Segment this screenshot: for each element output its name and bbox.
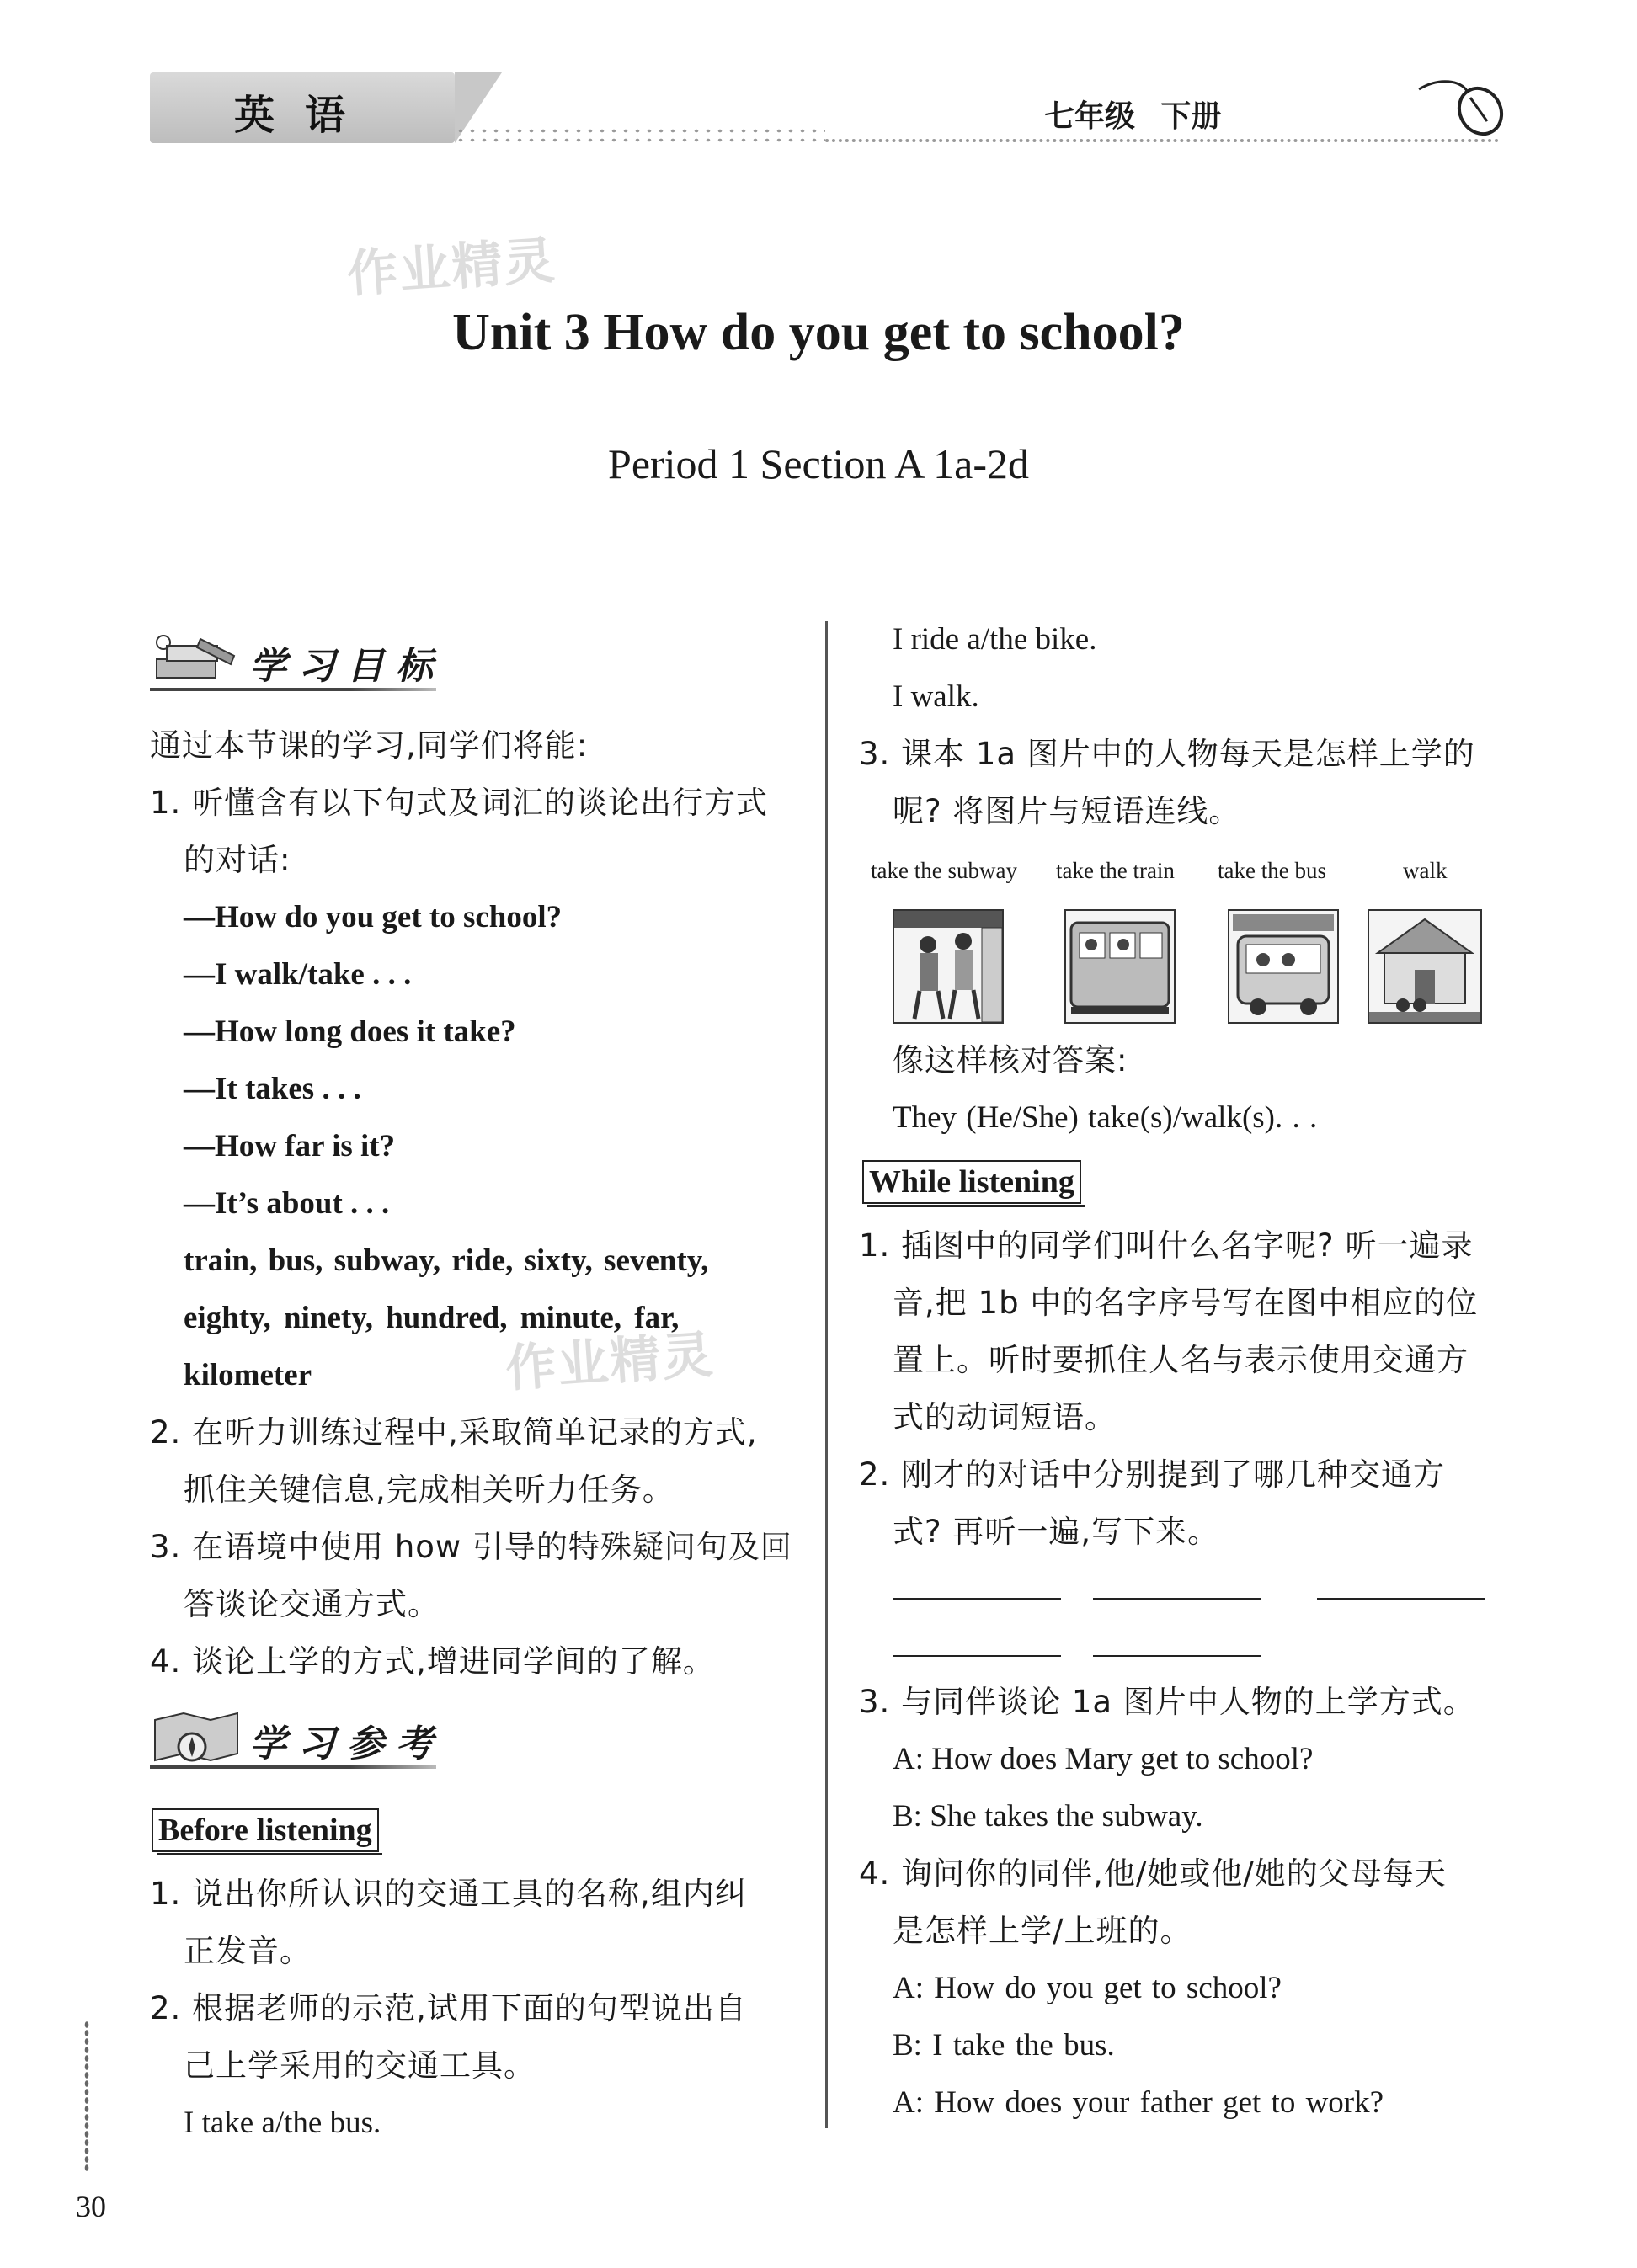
- period-subtitle: Period 1 Section A 1a-2d: [608, 440, 1029, 487]
- goal-1-line-2: 的对话:: [184, 842, 291, 878]
- while-4-line-1: 4. 询问你的同伴,他/她或他/她的父母每天: [859, 1855, 1447, 1892]
- before-1-line-1: 1. 说出你所认识的交通工具的名称,组内纠: [150, 1876, 747, 1912]
- watermark-middle: 作业精灵: [504, 1325, 717, 1399]
- reference-heading: [150, 1705, 453, 1772]
- pattern-line: —It takes . . .: [184, 1072, 361, 1106]
- picture-train: [1064, 909, 1176, 1024]
- pattern-line: —I walk/take . . .: [184, 957, 412, 992]
- before-3-line-2: 呢? 将图片与短语连线。: [893, 793, 1241, 829]
- header-rule: [825, 139, 1499, 142]
- page-number: 30: [76, 2190, 106, 2223]
- while-4-dialog-a1: A: How do you get to school?: [893, 1971, 1282, 2005]
- pattern-line: —How long does it take?: [184, 1014, 516, 1049]
- before-2-example-3: I walk.: [893, 679, 979, 714]
- pattern-line: —How do you get to school?: [184, 900, 563, 934]
- goal-2-line-1: 2. 在听力训练过程中,采取简单记录的方式,: [150, 1414, 758, 1451]
- answer-blank[interactable]: [1317, 1598, 1485, 1600]
- picture-bus: [1228, 909, 1339, 1024]
- while-3-dialog-a: A: How does Mary get to school?: [893, 1742, 1314, 1776]
- watermark-top: 作业精灵: [345, 231, 558, 305]
- unit-title: Unit 3 How do you get to school?: [452, 304, 1185, 361]
- goal-3-line-1: 3. 在语境中使用 how 引导的特殊疑问句及回: [150, 1529, 792, 1565]
- before-2-example-2: I ride a/the bike.: [893, 622, 1097, 657]
- while-2-line-2: 式? 再听一遍,写下来。: [893, 1514, 1220, 1550]
- caption-train: take the train: [1056, 858, 1175, 883]
- goals-heading-rule: [150, 688, 436, 691]
- caption-walk: walk: [1403, 858, 1448, 883]
- pattern-line: —It’s about . . .: [184, 1186, 390, 1221]
- caption-subway: take the subway: [871, 858, 1017, 883]
- before-1-line-2: 正发音。: [184, 1933, 312, 1969]
- while-4-dialog-a2: A: How does your father get to work?: [893, 2085, 1384, 2120]
- pattern-line: —How far is it?: [184, 1129, 396, 1163]
- subject-label: 英语: [234, 92, 376, 139]
- goal-3-line-2: 答谈论交通方式。: [184, 1586, 440, 1622]
- before-listening-label: Before listening: [152, 1808, 379, 1852]
- vocab-line-2: eighty, ninety, hundred, minute, far,: [184, 1301, 680, 1335]
- vocab-line-1: train, bus, subway, ride, sixty, seventy,: [184, 1243, 709, 1278]
- while-3: 3. 与同伴谈论 1a 图片中人物的上学方式。: [859, 1684, 1475, 1720]
- while-listening-label: While listening: [862, 1160, 1081, 1204]
- goal-2-line-2: 抓住关键信息,完成相关听力任务。: [184, 1472, 675, 1508]
- header-dots: [455, 126, 825, 145]
- check-instruction: 像这样核对答案:: [893, 1042, 1128, 1078]
- while-1-line-4: 式的动词短语。: [893, 1399, 1117, 1435]
- books-icon: [150, 631, 243, 689]
- goals-heading-text: 学习目标: [249, 645, 445, 688]
- reference-heading-text: 学习参考: [249, 1722, 445, 1765]
- goal-4: 4. 谈论上学的方式,增进同学间的了解。: [150, 1643, 715, 1680]
- vocab-line-3: kilometer: [184, 1358, 312, 1392]
- while-2-line-1: 2. 刚才的对话中分别提到了哪几种交通方: [859, 1456, 1446, 1493]
- answer-blank[interactable]: [1093, 1598, 1261, 1600]
- before-3-line-1: 3. 课本 1a 图片中的人物每天是怎样上学的: [859, 736, 1475, 772]
- while-1-line-3: 置上。听时要抓住人名与表示使用交通方: [893, 1342, 1469, 1378]
- while-1-line-2: 音,把 1b 中的名字序号写在图中相应的位: [893, 1285, 1479, 1321]
- while-4-line-2: 是怎样上学/上班的。: [893, 1913, 1192, 1949]
- grade-label: 七年级 下册: [1044, 99, 1222, 134]
- reference-heading-rule: [150, 1765, 436, 1769]
- picture-walk: [1368, 909, 1482, 1024]
- caption-bus: take the bus: [1218, 858, 1326, 883]
- mouse-icon: [1415, 72, 1507, 140]
- page-dots: [84, 2020, 89, 2172]
- goal-1-line-1: 1. 听懂含有以下句式及词汇的谈论出行方式: [150, 785, 769, 821]
- picture-subway: [893, 909, 1004, 1024]
- map-compass-icon: [150, 1708, 243, 1767]
- while-4-dialog-b1: B: I take the bus.: [893, 2028, 1115, 2063]
- goals-heading: [150, 627, 453, 695]
- before-2-example-1: I take a/the bus.: [184, 2106, 381, 2140]
- before-2-line-2: 己上学采用的交通工具。: [184, 2047, 536, 2084]
- answer-blank[interactable]: [893, 1598, 1061, 1600]
- column-divider: [825, 621, 828, 2128]
- check-example: They (He/She) take(s)/walk(s). . .: [893, 1100, 1318, 1135]
- goals-intro: 通过本节课的学习,同学们将能:: [150, 727, 589, 764]
- while-1-line-1: 1. 插图中的同学们叫什么名字呢? 听一遍录: [859, 1227, 1474, 1264]
- before-2-line-1: 2. 根据老师的示范,试用下面的句型说出自: [150, 1990, 747, 2026]
- while-3-dialog-b: B: She takes the subway.: [893, 1799, 1203, 1834]
- answer-blank[interactable]: [893, 1655, 1061, 1657]
- answer-blank[interactable]: [1093, 1655, 1261, 1657]
